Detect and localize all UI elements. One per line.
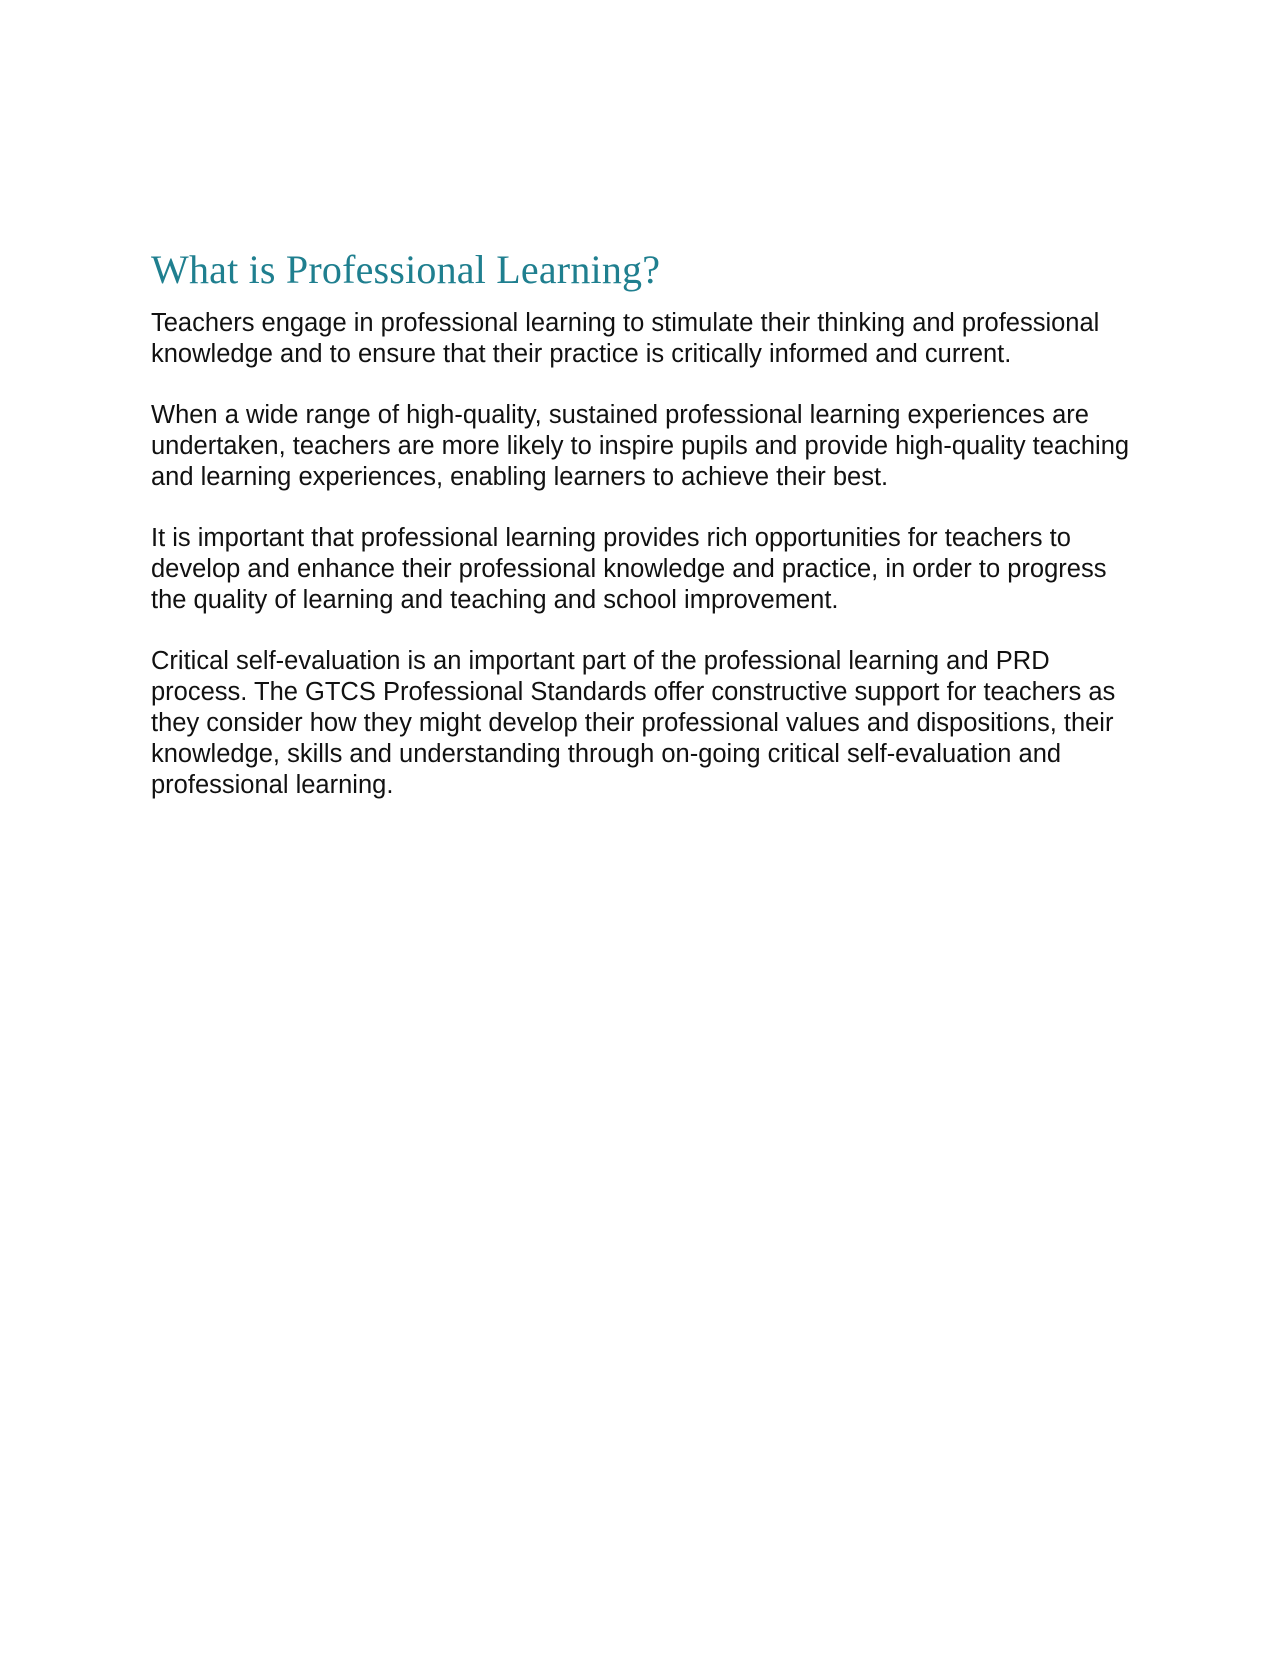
paragraph-opportunities: It is important that professional learning provides rich opportunities for teachers to develop and enhance their professional knowledge and practice, in order to progress the quality of learning and teaching and school improvement. <box>151 524 1107 614</box>
page-title: What is Professional Learning? <box>151 247 661 292</box>
document-body <box>151 246 1131 831</box>
paragraph-experiences: When a wide range of high-quality, sustained professional learning experiences are undertaken, teachers are more likely to inspire pupils and provide high-quality teaching and learning experiences, enabling learners to achieve their best. <box>151 401 1130 491</box>
paragraph-self-evaluation: Critical self-evaluation is an important part of the professional learning and PRD process. The GTCS Professional Standards offer constructive support for teachers as they consider how they might develop their professional values and dispositions, their knowledge, skills and understanding through on-going critical self-evaluation and professional learning. <box>151 647 1116 799</box>
paragraph-intro: Teachers engage in professional learning to stimulate their thinking and professional knowledge and to ensure that their practice is critically informed and current. <box>151 309 1100 368</box>
